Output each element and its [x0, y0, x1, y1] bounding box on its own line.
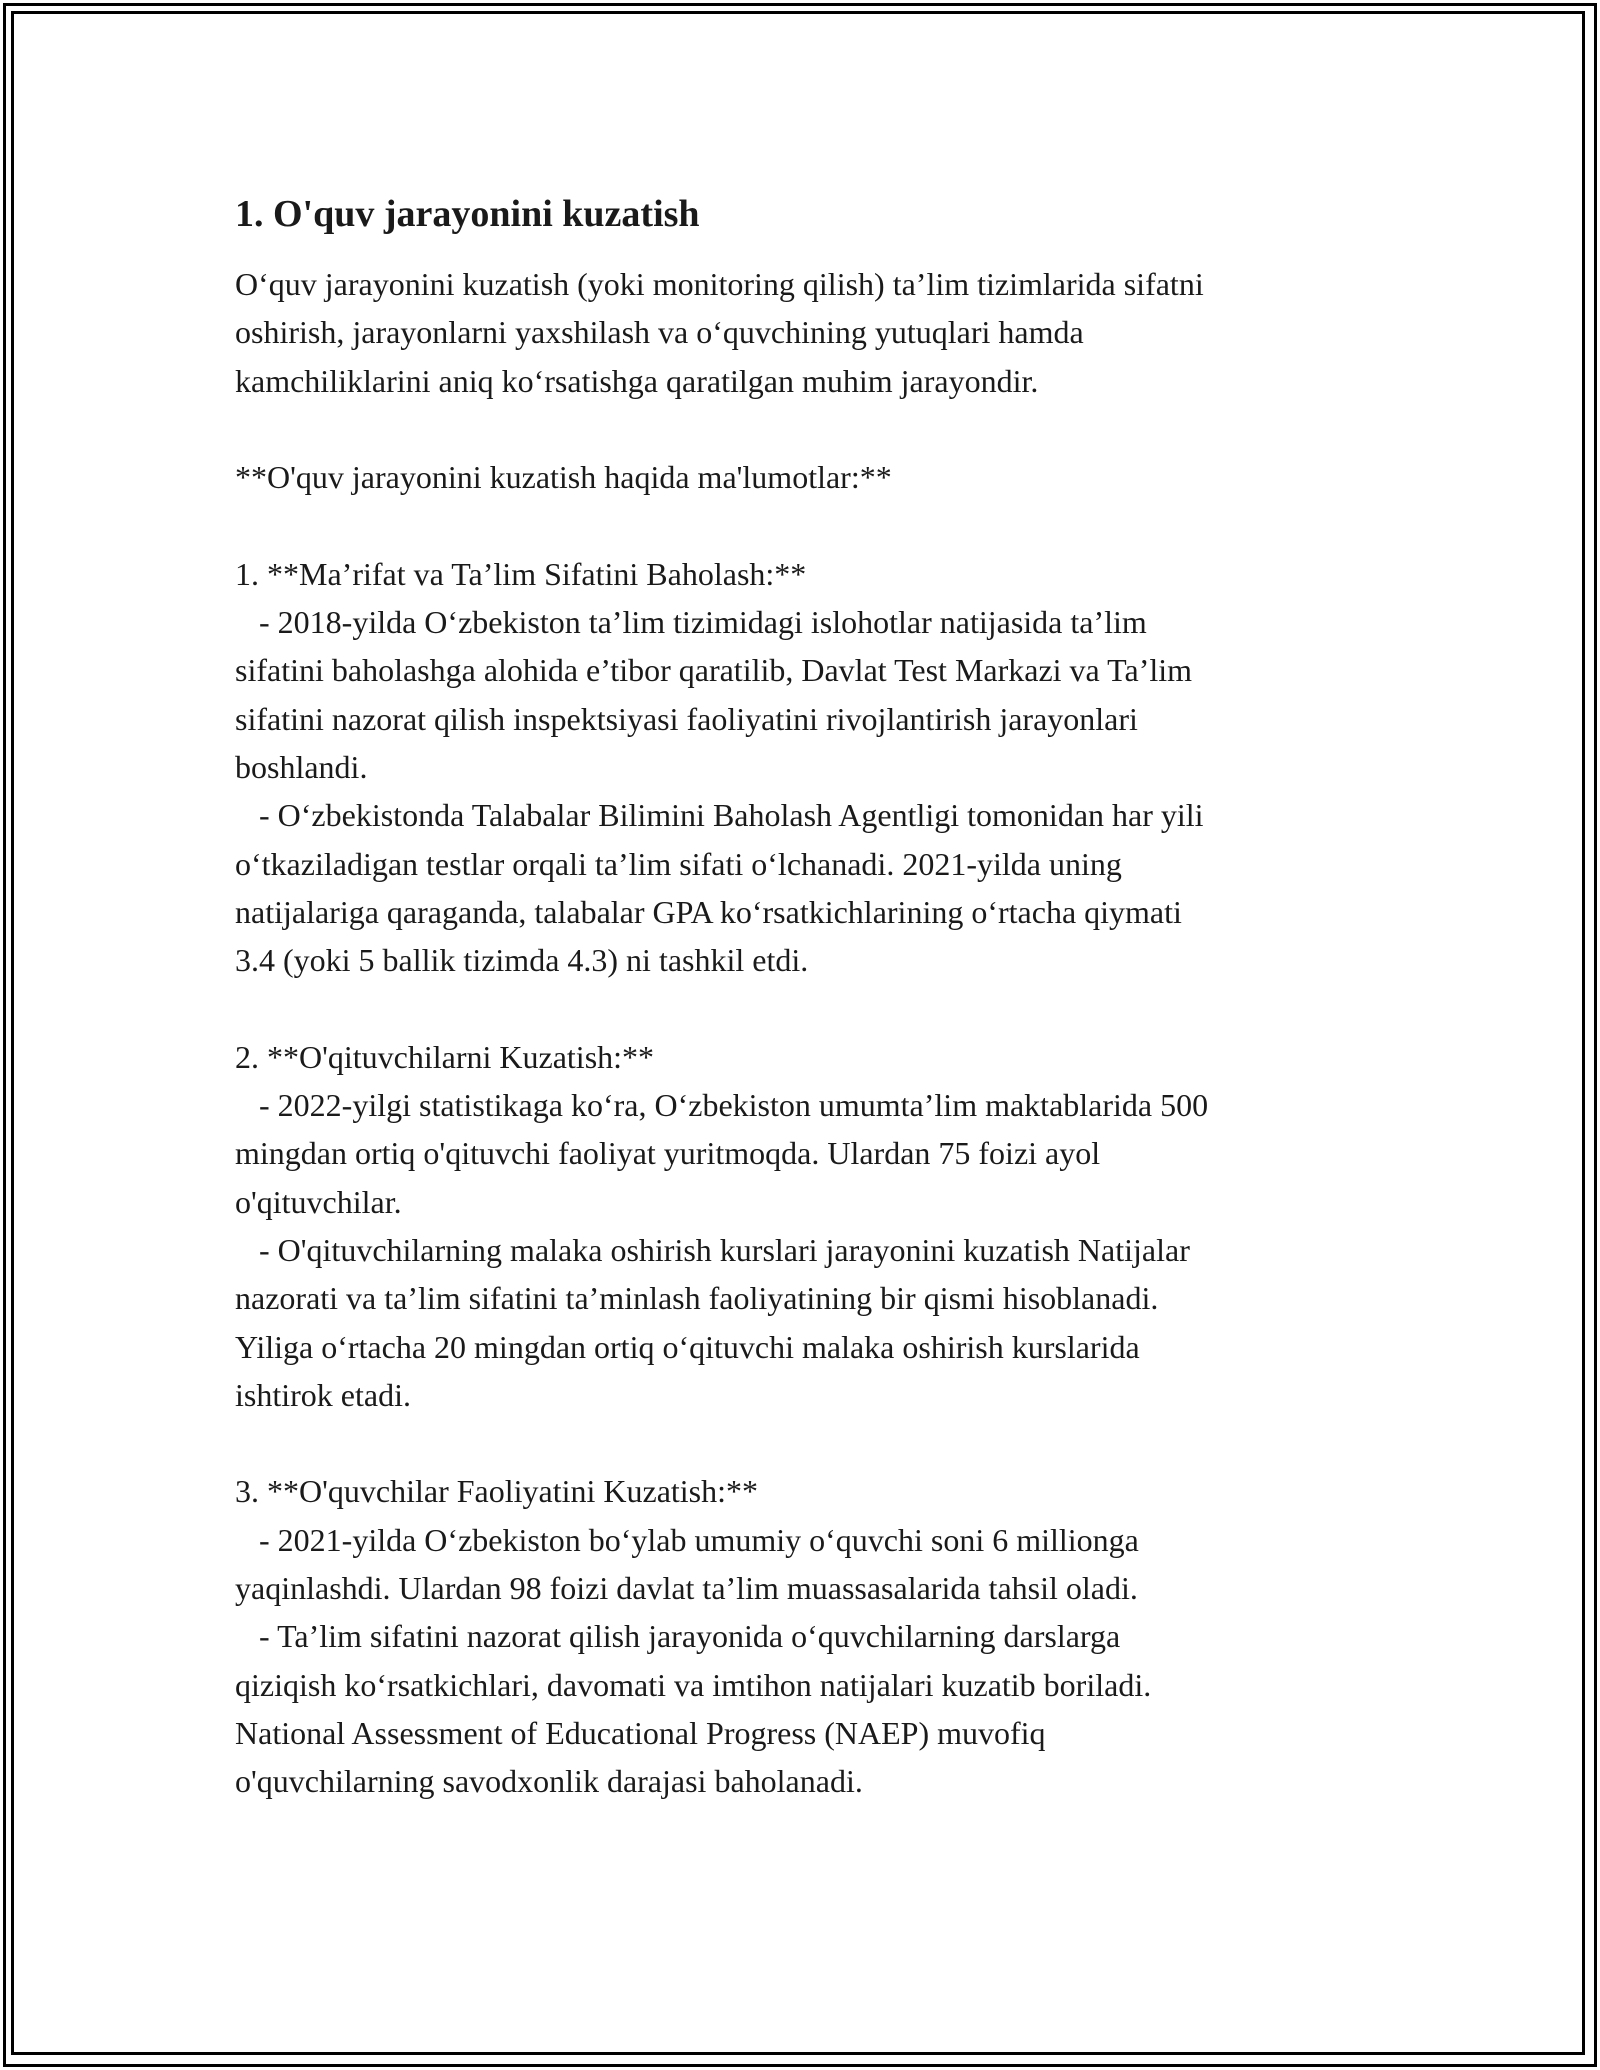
section-heading: 3. **O'quvchilar Faoliyatini Kuzatish:**	[235, 1473, 759, 1510]
intro-line: kamchiliklarini aniq ko‘rsatishga qaratilgan muhim jarayondir.	[235, 362, 1039, 399]
section-line: boshlandi.	[235, 748, 368, 785]
section-line: National Assessment of Educational Progress (NAEP) muvofiq	[235, 1714, 1046, 1751]
intro-paragraph	[235, 260, 1365, 405]
section-line: - 2021-yilda O‘zbekiston bo‘ylab umumiy o‘quvchi soni 6 millionga	[235, 1521, 1139, 1558]
section-line: - 2018-yilda O‘zbekiston ta’lim tizimidagi islohotlar natijasida ta’lim	[235, 604, 1147, 641]
section-line: - O'qituvchilarning malaka oshirish kurslari jarayonini kuzatish Natijalar	[235, 1231, 1190, 1268]
document-body	[235, 188, 1365, 1806]
section-line: qiziqish ko‘rsatkichlari, davomati va imtihon natijalari kuzatib boriladi.	[235, 1666, 1152, 1703]
document-title: 1. O'quv jarayonini kuzatish	[235, 193, 700, 235]
info-heading: **O'quv jarayonini kuzatish haqida ma'lumotlar:**	[235, 459, 892, 496]
section-1	[235, 550, 1365, 985]
spacer	[235, 1419, 1365, 1467]
section-line: yaqinlashdi. Ulardan 98 foizi davlat ta’lim muassasalarida tahsil oladi.	[235, 1570, 1138, 1607]
intro-line: O‘quv jarayonini kuzatish (yoki monitoring qilish) ta’lim tizimlarida sifatni	[235, 266, 1204, 302]
section-line: o‘tkaziladigan testlar orqali ta’lim sifati o‘lchanadi. 2021-yilda uning	[235, 845, 1122, 882]
section-line: - O‘zbekistonda Talabalar Bilimini Baholash Agentligi tomonidan har yili	[235, 797, 1204, 834]
intro-line: oshirish, jarayonlarni yaxshilash va o‘quvchining yutuqlari hamda	[235, 314, 1084, 351]
section-line: natijalariga qaraganda, talabalar GPA ko‘rsatkichlarining o‘rtacha qiymati	[235, 893, 1182, 930]
section-line: 3.4 (yoki 5 ballik tizimda 4.3) ni tashkil etdi.	[235, 942, 809, 979]
section-heading: 2. **O'qituvchilarni Kuzatish:**	[235, 1038, 655, 1075]
section-line: o'quvchilarning savodxonlik darajasi baholanadi.	[235, 1763, 863, 1800]
section-line: mingdan ortiq o'qituvchi faoliyat yuritmoqda. Ulardan 75 foizi ayol	[235, 1135, 1101, 1172]
spacer	[235, 405, 1365, 453]
section-line: - 2022-yilgi statistikaga ko‘ra, O‘zbekiston umumta’lim maktablarida 500	[235, 1087, 1209, 1124]
spacer	[235, 501, 1365, 549]
section-line: nazorati va ta’lim sifatini ta’minlash faoliyatining bir qismi hisoblanadi.	[235, 1280, 1159, 1317]
section-2	[235, 1033, 1365, 1419]
section-line: sifatini nazorat qilish inspektsiyasi faoliyatini rivojlantirish jarayonlari	[235, 700, 1138, 737]
spacer	[235, 984, 1365, 1032]
section-line: - Ta’lim sifatini nazorat qilish jarayonida o‘quvchilarning darslarga	[235, 1618, 1121, 1655]
section-line: Yiliga o‘rtacha 20 mingdan ortiq o‘qituvchi malaka oshirish kurslarida	[235, 1328, 1140, 1365]
section-3	[235, 1467, 1365, 1805]
section-line: sifatini baholashga alohida e’tibor qaratilib, Davlat Test Markazi va Ta’lim	[235, 652, 1193, 689]
section-line: ishtirok etadi.	[235, 1376, 411, 1413]
section-line: o'qituvchilar.	[235, 1183, 402, 1220]
section-heading: 1. **Ma’rifat va Ta’lim Sifatini Baholash:**	[235, 555, 807, 592]
